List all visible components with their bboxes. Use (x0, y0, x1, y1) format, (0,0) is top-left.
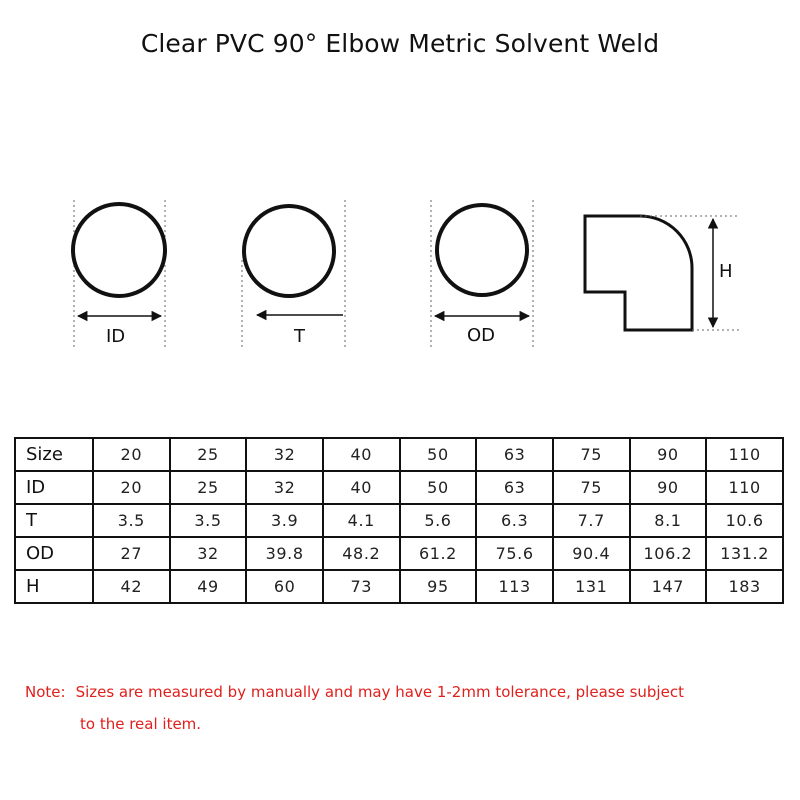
od-circle (437, 205, 527, 295)
table-cell: 75.6 (476, 537, 553, 570)
table-cell: 131.2 (706, 537, 783, 570)
table-cell: 110 (706, 438, 783, 471)
id-diagram (73, 200, 165, 350)
table-cell: 3.5 (170, 504, 247, 537)
table-cell: 90 (630, 438, 707, 471)
table-cell: 90 (630, 471, 707, 504)
table-cell: 4.1 (323, 504, 400, 537)
od-label: OD (467, 325, 496, 346)
table-cell: 3.9 (246, 504, 323, 537)
row-header: H (15, 570, 93, 603)
table-cell: 50 (400, 438, 477, 471)
table-cell: 3.5 (93, 504, 170, 537)
elbow-diagram (585, 216, 740, 330)
table-cell: 147 (630, 570, 707, 603)
note-text-line1: Sizes are measured by manually and may have 1-2mm tolerance, please subject (75, 683, 684, 701)
table-cell: 25 (170, 471, 247, 504)
table-cell: 75 (553, 438, 630, 471)
t-circle (244, 206, 334, 296)
table-cell: 61.2 (400, 537, 477, 570)
table-cell: 27 (93, 537, 170, 570)
table-cell: 49 (170, 570, 247, 603)
page-title: Clear PVC 90° Elbow Metric Solvent Weld (140, 29, 660, 58)
row-header: Size (15, 438, 93, 471)
table-cell: 25 (170, 438, 247, 471)
spec-table (14, 437, 784, 604)
table-cell: 40 (323, 438, 400, 471)
table-cell: 39.8 (246, 537, 323, 570)
table-cell: 10.6 (706, 504, 783, 537)
table-cell: 95 (400, 570, 477, 603)
note-text-line2: to the real item. (80, 715, 202, 733)
elbow-profile (585, 216, 692, 330)
h-label: H (719, 261, 733, 282)
id-circle (73, 204, 165, 296)
table-cell: 5.6 (400, 504, 477, 537)
spec-table-body (15, 438, 783, 603)
table-cell: 32 (246, 471, 323, 504)
note-label: Note: (25, 683, 66, 701)
table-cell: 90.4 (553, 537, 630, 570)
table-cell: 8.1 (630, 504, 707, 537)
table-cell: 63 (476, 471, 553, 504)
table-cell: 20 (93, 471, 170, 504)
table-cell: 20 (93, 438, 170, 471)
table-cell: 73 (323, 570, 400, 603)
table-cell: 131 (553, 570, 630, 603)
od-diagram (431, 200, 533, 350)
table-cell: 32 (170, 537, 247, 570)
t-diagram (242, 200, 345, 350)
table-cell: 32 (246, 438, 323, 471)
table-cell: 106.2 (630, 537, 707, 570)
table-cell: 75 (553, 471, 630, 504)
table-cell: 7.7 (553, 504, 630, 537)
row-header: T (15, 504, 93, 537)
row-header: ID (15, 471, 93, 504)
table-row (15, 471, 783, 504)
table-cell: 50 (400, 471, 477, 504)
table-row (15, 570, 783, 603)
table-cell: 60 (246, 570, 323, 603)
table-cell: 110 (706, 471, 783, 504)
table-cell: 63 (476, 438, 553, 471)
table-cell: 183 (706, 570, 783, 603)
table-cell: 113 (476, 570, 553, 603)
table-cell: 40 (323, 471, 400, 504)
table-cell: 48.2 (323, 537, 400, 570)
note (25, 676, 785, 740)
table-cell: 42 (93, 570, 170, 603)
table-row (15, 504, 783, 537)
row-header: OD (15, 537, 93, 570)
t-label: T (294, 326, 305, 347)
table-row (15, 537, 783, 570)
table-row (15, 438, 783, 471)
id-label: ID (106, 326, 126, 347)
table-cell: 6.3 (476, 504, 553, 537)
